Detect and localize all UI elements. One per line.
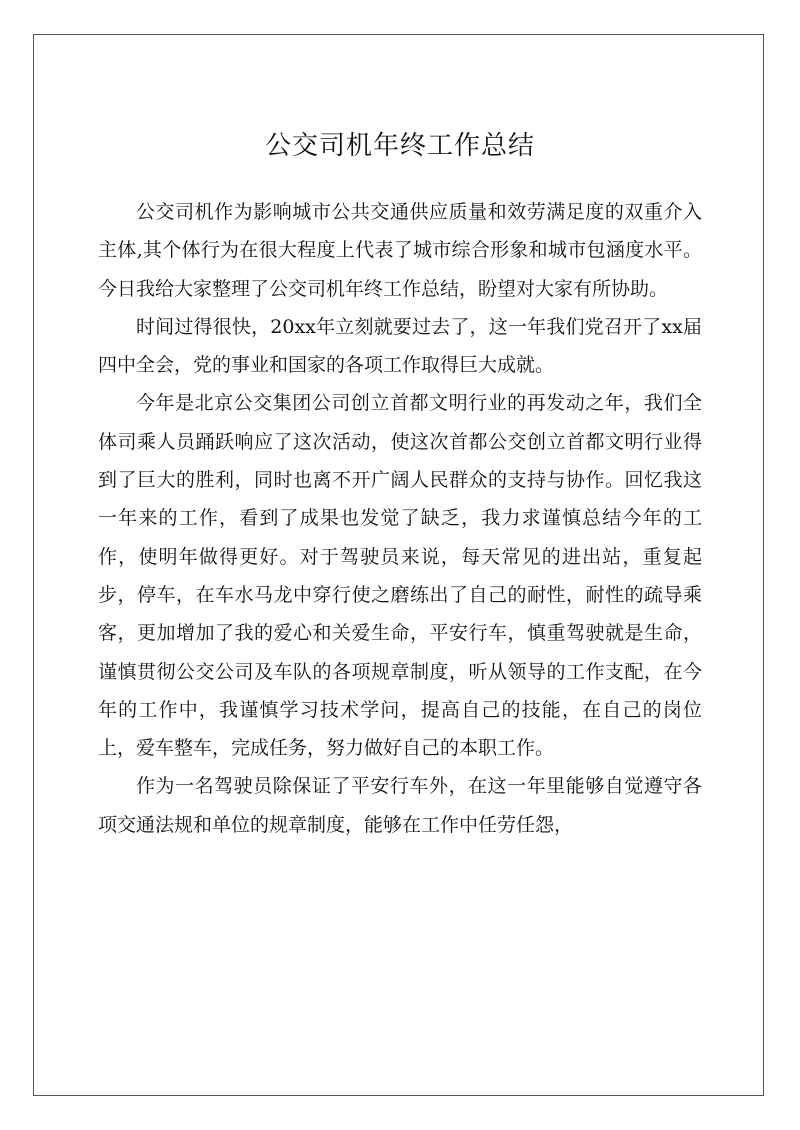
document-body [98, 193, 702, 844]
paragraph-year-review: 今年是北京公交集团公司创立首都文明行业的再发动之年，我们全体司乘人员踊跃响应了这次活动，使这次首都公交创立首都文明行业得到了巨大的胜利，同时也离不开广阔人民群众的支持与协作。回忆我这一年来的工作，看到了成果也发觉了缺乏，我力求谨慎总结今年的工作，使明年做得更好。对于驾驶员来说，每天常见的进出站，重复起步，停车，在车水马龙中穿行使之磨练出了自己的耐性，耐性的疏导乘客，更加增加了我的爱心和关爱生命，平安行车，慎重驾驶就是生命，谨慎贯彻公交公司及车队的各项规章制度，听从领导的工作支配，在今年的工作中，我谨慎学习技术学问，提高自己的技能，在自己的岗位上，爱车整车，完成任务，努力做好自己的本职工作。 [98, 392, 702, 760]
document-title: 公交司机年终工作总结 [264, 131, 535, 161]
paragraph-time: 时间过得很快，20xx年立刻就要过去了，这一年我们党召开了xx届四中全会，党的事业和国家的各项工作取得巨大成就。 [98, 315, 702, 377]
paragraph-driver-duty: 作为一名驾驶员除保证了平安行车外，在这一年里能够自觉遵守各项交通法规和单位的规章制度，能够在工作中任劳任怨， [98, 775, 702, 836]
paragraph-intro: 公交司机作为影响城市公共交通供应质量和效劳满足度的双重介入主体,其个体行为在很大程度上代表了城市综合形象和城市包涵度水平。今日我给大家整理了公交司机年终工作总结，盼望对大家有所协助。 [98, 201, 702, 300]
